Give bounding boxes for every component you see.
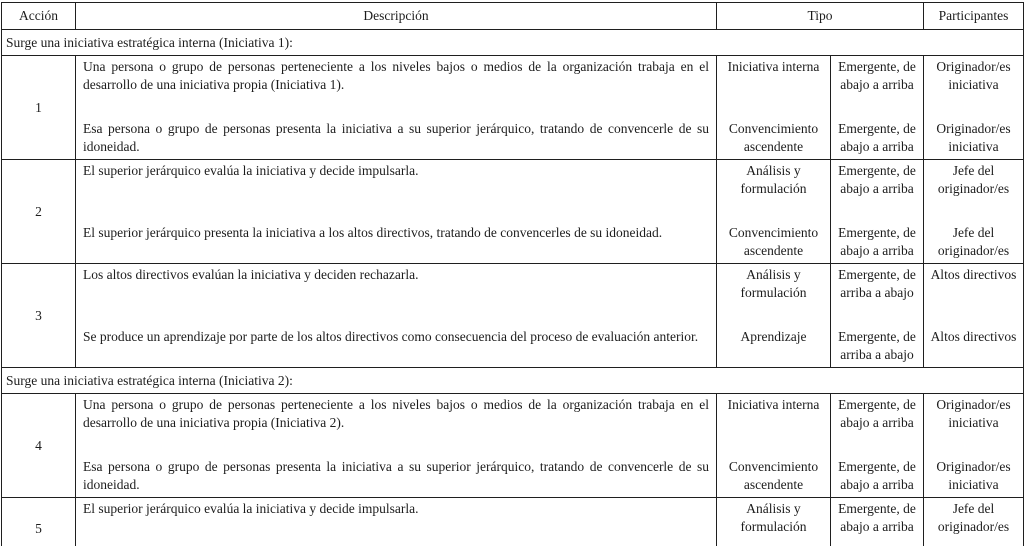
description-cell: Una persona o grupo de personas perteneciente a los niveles bajos o medios de la organización trabaja en el desarrollo de una iniciativa propia (Iniciativa 2). <box>76 394 717 456</box>
table-row <box>2 56 1024 118</box>
action-number: 5 <box>2 498 76 546</box>
description-cell: Esa persona o grupo de personas presenta la iniciativa a su superior jerárquico, tratando de convencerle de su idoneidad. <box>76 456 717 498</box>
table-row <box>2 264 1024 326</box>
section-title: Surge una iniciativa estratégica interna (Iniciativa 2): <box>2 368 1024 394</box>
action-number: 4 <box>2 394 76 498</box>
direction-cell: Emergente, de abajo a arriba <box>831 498 924 546</box>
table-row <box>2 222 1024 264</box>
participants-cell: Jefe del originador/es <box>924 160 1024 222</box>
tipo-cell: Análisis y formulación <box>717 160 831 222</box>
description-cell: Esa persona o grupo de personas presenta la iniciativa a su superior jerárquico, tratando de convencerle de su idoneidad. <box>76 118 717 160</box>
direction-cell: Emergente, de abajo a arriba <box>831 456 924 498</box>
tipo-cell: Aprendizaje <box>717 326 831 368</box>
section-title: Surge una iniciativa estratégica interna (Iniciativa 1): <box>2 30 1024 56</box>
description-cell: El superior jerárquico evalúa la iniciativa y decide impulsarla. <box>76 160 717 222</box>
table-row <box>2 326 1024 368</box>
table-row <box>2 394 1024 456</box>
tipo-cell: Análisis y formulación <box>717 264 831 326</box>
direction-cell: Emergente, de arriba a abajo <box>831 326 924 368</box>
participants-cell: Altos directivos <box>924 264 1024 326</box>
table-row <box>2 118 1024 160</box>
action-number: 3 <box>2 264 76 368</box>
section-band-2 <box>2 368 1024 394</box>
header-tipo: Tipo <box>717 3 924 30</box>
participants-cell: Originador/es iniciativa <box>924 118 1024 160</box>
table-row <box>2 160 1024 222</box>
direction-cell: Emergente, de abajo a arriba <box>831 118 924 160</box>
strategic-initiatives-table <box>1 2 1024 546</box>
table-row <box>2 456 1024 498</box>
section-band-1 <box>2 30 1024 56</box>
direction-cell: Emergente, de abajo a arriba <box>831 160 924 222</box>
direction-cell: Emergente, de abajo a arriba <box>831 56 924 118</box>
direction-cell: Emergente, de arriba a abajo <box>831 264 924 326</box>
participants-cell: Originador/es iniciativa <box>924 394 1024 456</box>
tipo-cell: Análisis y formulación <box>717 498 831 546</box>
description-cell: Se produce un aprendizaje por parte de los altos directivos como consecuencia del proceso de evaluación anterior. <box>76 326 717 368</box>
description-cell: Los altos directivos evalúan la iniciativa y deciden rechazarla. <box>76 264 717 326</box>
participants-cell: Originador/es iniciativa <box>924 456 1024 498</box>
description-cell: El superior jerárquico presenta la iniciativa a los altos directivos, tratando de convencerles de su idoneidad. <box>76 222 717 264</box>
direction-cell: Emergente, de abajo a arriba <box>831 222 924 264</box>
tipo-cell: Convencimiento ascendente <box>717 222 831 264</box>
header-descripcion: Descripción <box>76 3 717 30</box>
table-row <box>2 498 1024 546</box>
description-cell: El superior jerárquico evalúa la iniciativa y decide impulsarla. <box>76 498 717 546</box>
tipo-cell: Iniciativa interna <box>717 394 831 456</box>
tipo-cell: Iniciativa interna <box>717 56 831 118</box>
participants-cell: Originador/es iniciativa <box>924 56 1024 118</box>
header-participantes: Participantes <box>924 3 1024 30</box>
tipo-cell: Convencimiento ascendente <box>717 456 831 498</box>
header-row <box>2 3 1024 30</box>
action-number: 2 <box>2 160 76 264</box>
action-number: 1 <box>2 56 76 160</box>
direction-cell: Emergente, de abajo a arriba <box>831 394 924 456</box>
participants-cell: Jefe del originador/es <box>924 222 1024 264</box>
tipo-cell: Convencimiento ascendente <box>717 118 831 160</box>
header-accion: Acción <box>2 3 76 30</box>
description-cell: Una persona o grupo de personas perteneciente a los niveles bajos o medios de la organización trabaja en el desarrollo de una iniciativa propia (Iniciativa 1). <box>76 56 717 118</box>
participants-cell: Jefe del originador/es <box>924 498 1024 546</box>
participants-cell: Altos directivos <box>924 326 1024 368</box>
